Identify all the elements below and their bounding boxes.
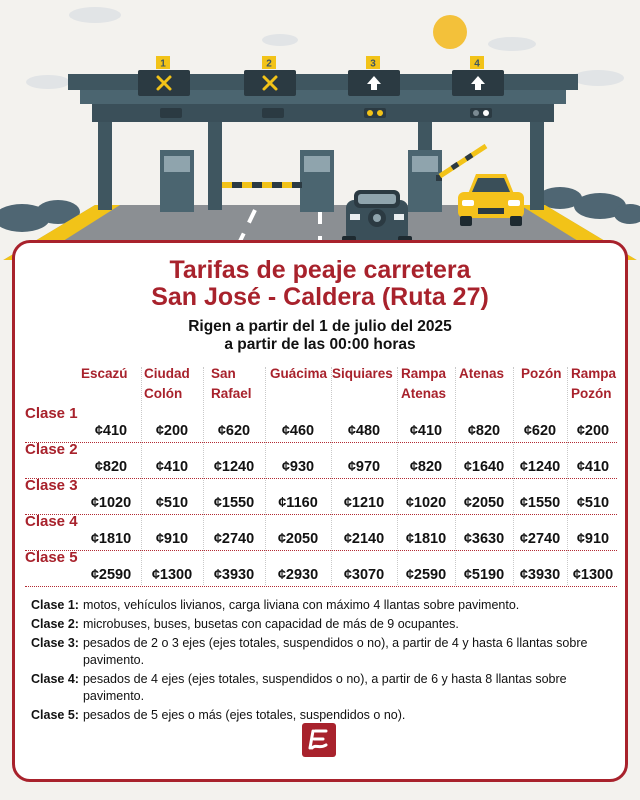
dark-car [342, 190, 412, 246]
class-legend [31, 597, 611, 726]
table-cell: ¢2590 [90, 567, 132, 583]
table-cell: ¢1550 [213, 495, 255, 511]
column-header-rampa-atenas: Rampa Atenas [401, 366, 447, 401]
table-cell: ¢460 [281, 423, 315, 439]
gate-number-1: 1 [160, 58, 166, 70]
table-cell: ¢410 [94, 423, 128, 439]
table-cell: ¢2740 [519, 531, 561, 547]
title-line-2: San José - Caldera (Ruta 27) [151, 283, 489, 311]
table-cell: ¢3930 [519, 567, 561, 583]
column-header-atenas: Atenas [459, 366, 505, 381]
sun-icon [433, 15, 467, 49]
table-cell: ¢200 [576, 423, 610, 439]
table-cell: ¢3930 [213, 567, 255, 583]
table-cell: ¢1810 [90, 531, 132, 547]
barrier-arms [222, 146, 486, 188]
table-cell: ¢820 [409, 459, 443, 475]
table-cell: ¢620 [523, 423, 557, 439]
table-cell: ¢910 [576, 531, 610, 547]
toll-rates-card [12, 240, 628, 782]
toll-plaza-svg [0, 0, 640, 260]
column-header-guacima: Guácima [270, 366, 328, 381]
subtitle-line-1: Rigen a partir del 1 de julio del 2025 [188, 318, 452, 335]
column-header-san-rafael: San Rafael [211, 366, 252, 401]
table-cell: ¢410 [576, 459, 610, 475]
table-cell: ¢1640 [463, 459, 505, 475]
toll-plaza-illustration [0, 0, 640, 260]
gate-number-4: 4 [474, 58, 480, 70]
subtitle-line-2: a partir de las 00:00 horas [224, 336, 416, 353]
table-cell: ¢1810 [405, 531, 447, 547]
title-line-1: Tarifas de peaje carretera [169, 256, 471, 284]
table-cell: ¢2050 [277, 531, 319, 547]
table-cell: ¢480 [347, 423, 381, 439]
table-cell: ¢620 [217, 423, 251, 439]
table-cell: ¢1300 [151, 567, 193, 583]
column-header-escazu: Escazú [81, 366, 128, 381]
brand-logo-icon [302, 723, 336, 757]
table-cell: ¢930 [281, 459, 315, 475]
row-label-clase-1: Clase 1 [25, 405, 78, 422]
table-cell: ¢2050 [463, 495, 505, 511]
table-cell: ¢2740 [213, 531, 255, 547]
table-cell: ¢1550 [519, 495, 561, 511]
table-cell: ¢1020 [90, 495, 132, 511]
legend-item: Clase 5: pesados de 5 ejes o más (ejes totales, suspendidos o no). [31, 708, 406, 722]
table-cell: ¢820 [467, 423, 501, 439]
column-header-rampa-pozon: Rampa Pozón [571, 366, 617, 401]
row-label-clase-5: Clase 5 [25, 549, 78, 566]
table-cell: ¢410 [155, 459, 189, 475]
column-header-siquiares: Siquiares [332, 366, 393, 381]
table-cell: ¢510 [155, 495, 189, 511]
row-label-clase-4: Clase 4 [25, 513, 78, 530]
table-cell: ¢200 [155, 423, 189, 439]
row-label-clase-3: Clase 3 [25, 477, 78, 494]
page-title [15, 257, 625, 311]
table-cell: ¢510 [576, 495, 610, 511]
table-cell: ¢1300 [572, 567, 614, 583]
column-header-pozon: Pozón [521, 366, 562, 381]
effective-date [15, 318, 625, 354]
table-cell: ¢1240 [519, 459, 561, 475]
column-header-ciudad-colon: Ciudad Colón [144, 366, 190, 401]
table-cell: ¢410 [409, 423, 443, 439]
row-label-clase-2: Clase 2 [25, 441, 78, 458]
table-cell: ¢1160 [278, 495, 318, 511]
table-cell: ¢1240 [213, 459, 255, 475]
gate-number-2: 2 [266, 58, 272, 70]
gate-number-3: 3 [370, 58, 376, 70]
table-cell: ¢2590 [405, 567, 447, 583]
legend-item: Clase 1: motos, vehículos livianos, carga liviana con máximo 4 llantas sobre pavimento. [31, 598, 520, 612]
table-cell: ¢1020 [405, 495, 447, 511]
table-cell: ¢3630 [463, 531, 505, 547]
gate-number-badges [156, 56, 484, 70]
legend-item: Clase 3: pesados de 2 o 3 ejes (ejes totales, suspendidos o no), a partir de 4 y hasta 6 llantas sobre pavimento. [31, 636, 588, 667]
legend-item: Clase 4: pesados de 4 ejes (ejes totales, suspendidos o no), a partir de 6 y hasta 8 llantas sobre pavimento. [31, 672, 567, 703]
table-cell: ¢3070 [343, 567, 385, 583]
table-cell: ¢5190 [463, 567, 505, 583]
legend-item: Clase 2: microbuses, buses, busetas con capacidad de más de 9 ocupantes. [31, 617, 459, 631]
table-cell: ¢820 [94, 459, 128, 475]
table-cell: ¢2140 [343, 531, 385, 547]
table-cell: ¢2930 [277, 567, 319, 583]
table-cell: ¢1210 [343, 495, 385, 511]
table-cell: ¢910 [155, 531, 189, 547]
table-cell: ¢970 [347, 459, 381, 475]
